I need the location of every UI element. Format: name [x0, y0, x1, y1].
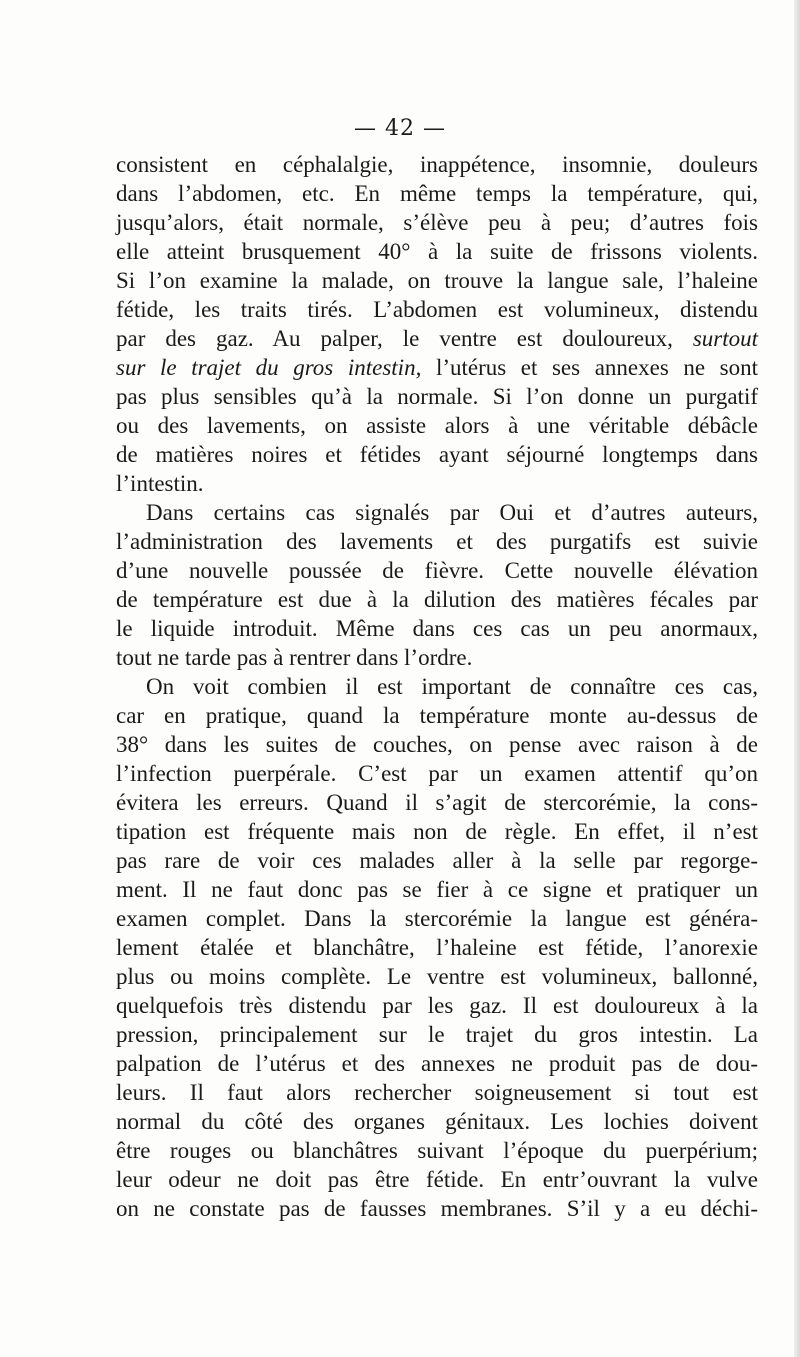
text-line: pression, principalement sur le trajet du gros intestin. La	[116, 1022, 758, 1047]
text-line: de température est due à la dilution des matières fécales par	[116, 587, 758, 612]
text-segment: par des gaz. Au palper, le ventre est douloureux,	[116, 326, 673, 351]
text-line: pas rare de voir ces malades aller à la selle par regorge-	[116, 848, 758, 873]
text-line: le liquide introduit. Même dans ces cas un peu anormaux,	[116, 616, 758, 641]
text-line: examen complet. Dans la stercorémie la langue est généra-	[116, 906, 758, 931]
text-line: l’infection puerpérale. C’est par un examen attentif qu’on	[116, 761, 758, 786]
text-line: tipation est fréquente mais non de règle. En effet, il n’est	[116, 819, 758, 844]
text-line: dans l’abdomen, etc. En même temps la température, qui,	[116, 181, 758, 206]
text-line: leurs. Il faut alors rechercher soigneusement si tout est	[116, 1080, 758, 1105]
text-line: fétide, les traits tirés. L’abdomen est volumineux, distendu	[116, 297, 758, 322]
italic-text: surtout	[692, 326, 758, 351]
text-line: évitera les erreurs. Quand il s’agit de stercorémie, la cons-	[116, 790, 758, 815]
text-segment: l’utérus et ses annexes ne sont	[435, 355, 759, 380]
text-line: tout ne tarde pas à rentrer dans l’ordre.	[116, 645, 473, 670]
text-line: lement étalée et blanchâtre, l’haleine est fétide, l’anorexie	[116, 935, 758, 960]
text-line: Si l’on examine la malade, on trouve la langue sale, l’haleine	[116, 268, 758, 293]
text-line	[116, 353, 758, 382]
text-line	[116, 324, 758, 353]
text-line: ment. Il ne faut donc pas se fier à ce signe et pratiquer un	[116, 877, 758, 902]
page-edge-shadow	[794, 0, 800, 1357]
text-line: pas plus sensibles qu’à la normale. Si l’on donne un purgatif	[116, 384, 758, 409]
text-line: l’intestin.	[116, 471, 204, 496]
text-line: de matières noires et fétides ayant séjourné longtemps dans	[116, 442, 758, 467]
paragraph-first-line: On voit combien il est important de connaître ces cas,	[146, 674, 758, 699]
paragraph-first-line: Dans certains cas signalés par Oui et d’autres auteurs,	[146, 500, 758, 525]
text-line: être rouges ou blanchâtres suivant l’époque du puerpérium;	[116, 1138, 758, 1163]
text-line: 38° dans les suites de couches, on pense avec raison à de	[116, 732, 758, 757]
text-line: l’administration des lavements et des purgatifs est suivie	[116, 529, 758, 554]
italic-text: sur le trajet du gros intestin,	[116, 355, 422, 380]
text-line: on ne constate pas de fausses membranes. S’il y a eu déchi-	[116, 1196, 758, 1221]
text-line: ou des lavements, on assiste alors à une véritable débâcle	[116, 413, 758, 438]
text-line: plus ou moins complète. Le ventre est volumineux, ballonné,	[116, 964, 758, 989]
text-line: consistent en céphalalgie, inappétence, insomnie, douleurs	[116, 152, 758, 177]
text-line: car en pratique, quand la température monte au-dessus de	[116, 703, 758, 728]
text-line: quelquefois très distendu par les gaz. Il est douloureux à la	[116, 993, 758, 1018]
text-line: leur odeur ne doit pas être fétide. En entr’ouvrant la vulve	[116, 1167, 758, 1192]
text-line: elle atteint brusquement 40° à la suite de frissons violents.	[116, 239, 758, 264]
text-line: palpation de l’utérus et des annexes ne produit pas de dou-	[116, 1051, 758, 1076]
text-line: jusqu’alors, était normale, s’élève peu à peu; d’autres fois	[116, 210, 758, 235]
text-line: d’une nouvelle poussée de fièvre. Cette nouvelle élévation	[116, 558, 758, 583]
text-line: normal du côté des organes génitaux. Les lochies doivent	[116, 1109, 758, 1134]
body-text	[116, 150, 758, 1223]
page-number: — 42 —	[354, 116, 446, 141]
